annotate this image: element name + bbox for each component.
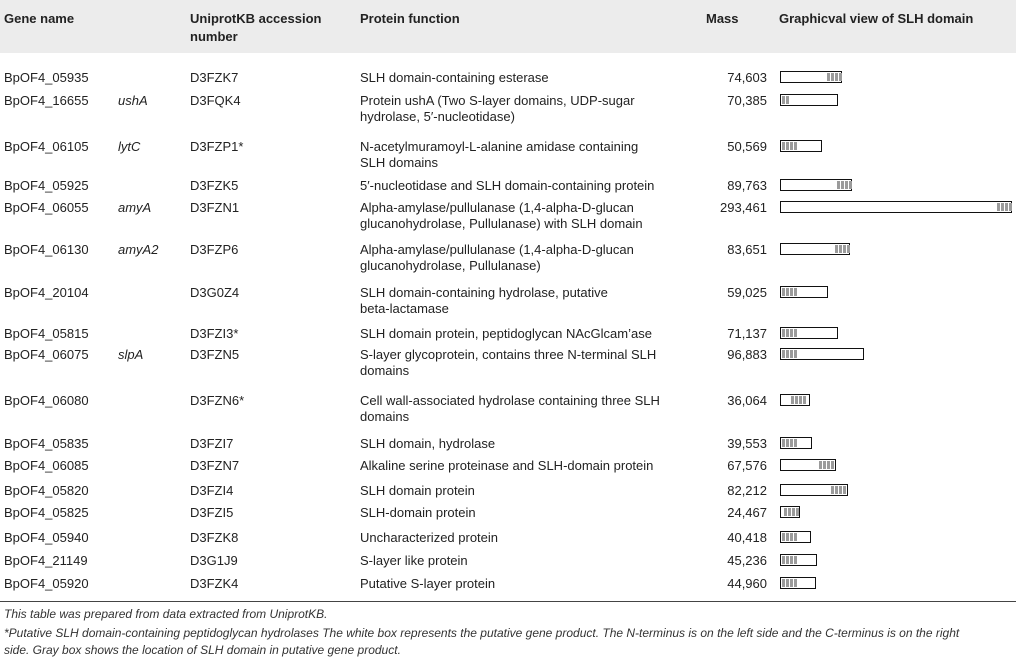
mass-cell: 44,960 bbox=[727, 576, 767, 591]
protein-function-cell bbox=[360, 436, 670, 452]
function-line1: S-layer like protein bbox=[360, 553, 468, 568]
function-line1: SLH domain-containing hydrolase, putative bbox=[360, 285, 608, 300]
slh-domain-segment bbox=[799, 396, 802, 404]
mass-cell: 71,137 bbox=[727, 326, 767, 341]
footnote-legend-line2: side. Gray box shows the location of SLH domain in putative gene product. bbox=[4, 643, 401, 657]
slh-domain-segment bbox=[786, 329, 789, 337]
protein-function-cell bbox=[360, 553, 670, 569]
protein-box bbox=[780, 554, 817, 566]
footnote-source: This table was prepared from data extracted from UniprotKB. bbox=[4, 607, 328, 621]
slh-domain-segment bbox=[782, 329, 785, 337]
slh-domain-segment bbox=[835, 245, 838, 253]
gene-name-cell: BpOF4_20104 bbox=[4, 285, 89, 300]
function-line1: Cell wall-associated hydrolase containing three SLH bbox=[360, 393, 660, 408]
slh-domain-segment bbox=[803, 396, 806, 404]
slh-domain-segment bbox=[782, 439, 785, 447]
protein-function-cell bbox=[360, 242, 670, 274]
slh-domain-segment bbox=[837, 181, 840, 189]
function-line1: Alpha-amylase/pullulanase (1,4-alpha-D-glucan bbox=[360, 200, 634, 215]
function-line1: SLH domain-containing esterase bbox=[360, 70, 549, 85]
mass-cell: 70,385 bbox=[727, 93, 767, 108]
gene-name-cell: BpOF4_06105 bbox=[4, 139, 89, 154]
gene-name-cell: BpOF4_16655 bbox=[4, 93, 89, 108]
mass-cell: 89,763 bbox=[727, 178, 767, 193]
gene-name-cell: BpOF4_06080 bbox=[4, 393, 89, 408]
slh-domain-segment bbox=[790, 329, 793, 337]
function-line1: 5′-nucleotidase and SLH domain-containing protein bbox=[360, 178, 655, 193]
slh-domain-segment bbox=[794, 556, 797, 564]
slh-domain-segment bbox=[831, 461, 834, 469]
mass-cell: 74,603 bbox=[727, 70, 767, 85]
accession-cell: D3FZN6* bbox=[190, 393, 245, 408]
function-line2: glucanohydrolase, Pullulanase) bbox=[360, 258, 541, 273]
protein-function-cell bbox=[360, 326, 670, 342]
mass-cell: 45,236 bbox=[727, 553, 767, 568]
slh-domain-segment bbox=[782, 556, 785, 564]
slh-domain-segment bbox=[819, 461, 822, 469]
footnote-legend-line1: *Putative SLH domain-containing peptidoglycan hydrolases The white box represents the putative gene product. The N-terminus is on the left side and the C-terminus is on the right bbox=[4, 626, 960, 640]
gene-name-cell: BpOF4_06055 bbox=[4, 200, 89, 215]
protein-function-cell bbox=[360, 70, 670, 86]
function-line2: domains bbox=[360, 363, 410, 378]
slh-domain-segment bbox=[835, 73, 838, 81]
accession-cell: D3FZN7 bbox=[190, 458, 240, 473]
protein-function-cell bbox=[360, 576, 670, 592]
gene-name-cell: BpOF4_06130 bbox=[4, 242, 89, 257]
function-line1: Putative S-layer protein bbox=[360, 576, 496, 591]
gene-alias-cell: ushA bbox=[118, 93, 148, 108]
slh-domain-segment bbox=[786, 556, 789, 564]
function-line2: beta-lactamase bbox=[360, 301, 449, 316]
protein-box bbox=[780, 140, 822, 152]
gene-name-cell: BpOF4_06075 bbox=[4, 347, 89, 362]
slh-domain-segment bbox=[782, 579, 785, 587]
mass-cell: 36,064 bbox=[727, 393, 767, 408]
protein-function-cell bbox=[360, 483, 670, 499]
protein-box bbox=[780, 348, 864, 360]
slh-domain-segment bbox=[794, 329, 797, 337]
header-mass: Mass bbox=[706, 11, 739, 26]
slh-domain-segment bbox=[782, 288, 785, 296]
header-accession-line2: number bbox=[190, 29, 238, 44]
slh-domain-segment bbox=[827, 461, 830, 469]
accession-cell: D3FZI5 bbox=[190, 505, 234, 520]
table-bottom-rule bbox=[0, 601, 1016, 602]
slh-domain-segment bbox=[791, 396, 794, 404]
protein-box bbox=[780, 459, 836, 471]
function-line1: SLH domain, hydrolase bbox=[360, 436, 496, 451]
slh-domain-segment bbox=[786, 533, 789, 541]
slh-domain-segment bbox=[786, 350, 789, 358]
mass-cell: 96,883 bbox=[727, 347, 767, 362]
accession-cell: D3FZK4 bbox=[190, 576, 239, 591]
protein-box bbox=[780, 94, 838, 106]
protein-box bbox=[780, 286, 828, 298]
accession-cell: D3FZN1 bbox=[190, 200, 240, 215]
slh-domain-segment bbox=[786, 288, 789, 296]
slh-domain-segment bbox=[782, 142, 785, 150]
gene-name-cell: BpOF4_05940 bbox=[4, 530, 89, 545]
accession-cell: D3FZI4 bbox=[190, 483, 234, 498]
header-accession bbox=[190, 10, 321, 46]
protein-function-cell bbox=[360, 458, 670, 474]
slh-domain-segment bbox=[794, 142, 797, 150]
function-line1: S-layer glycoprotein, contains three N-terminal SLH bbox=[360, 347, 657, 362]
slh-domain-segment bbox=[831, 486, 834, 494]
slh-domain-segment bbox=[839, 73, 842, 81]
protein-box bbox=[780, 506, 800, 518]
slh-domain-segment bbox=[794, 288, 797, 296]
mass-cell: 40,418 bbox=[727, 530, 767, 545]
gene-alias-cell: slpA bbox=[118, 347, 144, 362]
slh-domain-segment bbox=[782, 533, 785, 541]
gene-alias-cell: lytC bbox=[118, 139, 141, 154]
gene-name-cell: BpOF4_05835 bbox=[4, 436, 89, 451]
gene-alias-cell: amyA2 bbox=[118, 242, 159, 257]
protein-box bbox=[780, 179, 852, 191]
accession-cell: D3FZI3* bbox=[190, 326, 239, 341]
mass-cell: 24,467 bbox=[727, 505, 767, 520]
accession-cell: D3FZI7 bbox=[190, 436, 234, 451]
accession-cell: D3FZK7 bbox=[190, 70, 239, 85]
header-slh-view: Graphicval view of SLH domain bbox=[779, 11, 974, 26]
accession-cell: D3G1J9 bbox=[190, 553, 238, 568]
slh-domain-segment bbox=[839, 245, 842, 253]
slh-domain-segment bbox=[827, 73, 830, 81]
accession-cell: D3FZP1* bbox=[190, 139, 244, 154]
function-line1: SLH-domain protein bbox=[360, 505, 476, 520]
function-line1: Alpha-amylase/pullulanase (1,4-alpha-D-glucan bbox=[360, 242, 634, 257]
protein-function-cell bbox=[360, 200, 670, 232]
gene-name-cell: BpOF4_05920 bbox=[4, 576, 89, 591]
mass-cell: 39,553 bbox=[727, 436, 767, 451]
slh-domain-segment bbox=[841, 181, 844, 189]
protein-box bbox=[780, 577, 816, 589]
protein-box bbox=[780, 71, 842, 83]
slh-domain-segment bbox=[792, 508, 795, 516]
protein-function-cell bbox=[360, 530, 670, 546]
function-line1: N-acetylmuramoyl-L-alanine amidase containing bbox=[360, 139, 639, 154]
function-line1: Alkaline serine proteinase and SLH-domain protein bbox=[360, 458, 654, 473]
mass-cell: 293,461 bbox=[720, 200, 767, 215]
slh-domain-segment bbox=[845, 181, 848, 189]
function-line1: SLH domain protein bbox=[360, 483, 475, 498]
slh-domain-segment bbox=[790, 533, 793, 541]
function-line1: Uncharacterized protein bbox=[360, 530, 499, 545]
slh-domain-segment bbox=[790, 439, 793, 447]
gene-name-cell: BpOF4_05825 bbox=[4, 505, 89, 520]
function-line1: Protein ushA (Two S-layer domains, UDP-sugar bbox=[360, 93, 635, 108]
slh-domain-segment bbox=[786, 142, 789, 150]
protein-box bbox=[780, 394, 810, 406]
slh-domain-segment bbox=[849, 181, 852, 189]
slh-domain-segment bbox=[786, 96, 789, 104]
slh-domain-segment bbox=[1001, 203, 1004, 211]
slh-domain-segment bbox=[794, 350, 797, 358]
header-protein-function: Protein function bbox=[360, 11, 460, 26]
gene-name-cell: BpOF4_05935 bbox=[4, 70, 89, 85]
mass-cell: 82,212 bbox=[727, 483, 767, 498]
slh-domain-segment bbox=[796, 508, 799, 516]
slh-domain-segment bbox=[794, 579, 797, 587]
mass-cell: 59,025 bbox=[727, 285, 767, 300]
accession-cell: D3FQK4 bbox=[190, 93, 241, 108]
function-line2: SLH domains bbox=[360, 155, 439, 170]
protein-box bbox=[780, 201, 1012, 213]
slh-domain-segment bbox=[790, 288, 793, 296]
slh-domain-segment bbox=[782, 96, 785, 104]
function-line1: SLH domain protein, peptidoglycan NAcGlcam’ase bbox=[360, 326, 652, 341]
slh-domain-segment bbox=[847, 245, 850, 253]
accession-cell: D3FZN5 bbox=[190, 347, 240, 362]
protein-function-cell bbox=[360, 505, 670, 521]
gene-name-cell: BpOF4_06085 bbox=[4, 458, 89, 473]
slh-domain-segment bbox=[790, 142, 793, 150]
slh-domain-segment bbox=[823, 461, 826, 469]
accession-cell: D3FZP6 bbox=[190, 242, 239, 257]
header-accession-line1: UniprotKB accession bbox=[190, 11, 322, 26]
gene-alias-cell: amyA bbox=[118, 200, 152, 215]
slh-domain-segment bbox=[784, 508, 787, 516]
mass-cell: 83,651 bbox=[727, 242, 767, 257]
slh-domain-segment bbox=[786, 439, 789, 447]
protein-box bbox=[780, 437, 812, 449]
slh-domain-segment bbox=[790, 556, 793, 564]
slh-domain-segment bbox=[843, 245, 846, 253]
slh-domain-segment bbox=[786, 579, 789, 587]
header-gene-name: Gene name bbox=[4, 11, 75, 26]
slh-domain-segment bbox=[790, 579, 793, 587]
gene-name-cell: BpOF4_21149 bbox=[4, 553, 88, 568]
gene-name-cell: BpOF4_05820 bbox=[4, 483, 89, 498]
gene-name-cell: BpOF4_05815 bbox=[4, 326, 89, 341]
accession-cell: D3FZK8 bbox=[190, 530, 239, 545]
mass-cell: 67,576 bbox=[727, 458, 767, 473]
protein-function-cell bbox=[360, 285, 670, 317]
protein-function-cell bbox=[360, 347, 670, 379]
gene-name-cell: BpOF4_05925 bbox=[4, 178, 89, 193]
slh-domain-segment bbox=[843, 486, 846, 494]
protein-function-cell bbox=[360, 178, 670, 194]
function-line2: hydrolase, 5′-nucleotidase) bbox=[360, 109, 515, 124]
slh-domain-segment bbox=[997, 203, 1000, 211]
function-line2: glucanohydrolase, Pullulanase) with SLH domain bbox=[360, 216, 643, 231]
slh-domain-segment bbox=[835, 486, 838, 494]
function-line2: domains bbox=[360, 409, 410, 424]
slh-domain-segment bbox=[1009, 203, 1012, 211]
slh-domain-segment bbox=[1005, 203, 1008, 211]
protein-box bbox=[780, 327, 838, 339]
slh-domain-segment bbox=[782, 350, 785, 358]
accession-cell: D3G0Z4 bbox=[190, 285, 240, 300]
slh-domain-segment bbox=[839, 486, 842, 494]
slh-domain-segment bbox=[795, 396, 798, 404]
protein-box bbox=[780, 484, 848, 496]
slh-domain-segment bbox=[788, 508, 791, 516]
protein-box bbox=[780, 531, 811, 543]
slh-domain-segment bbox=[794, 439, 797, 447]
slh-domain-segment bbox=[790, 350, 793, 358]
protein-function-cell bbox=[360, 393, 670, 425]
slh-domain-segment bbox=[794, 533, 797, 541]
protein-box bbox=[780, 243, 850, 255]
protein-function-cell bbox=[360, 93, 670, 125]
mass-cell: 50,569 bbox=[727, 139, 767, 154]
accession-cell: D3FZK5 bbox=[190, 178, 239, 193]
protein-function-cell bbox=[360, 139, 670, 171]
table-header bbox=[0, 0, 1016, 53]
slh-domain-segment bbox=[831, 73, 834, 81]
